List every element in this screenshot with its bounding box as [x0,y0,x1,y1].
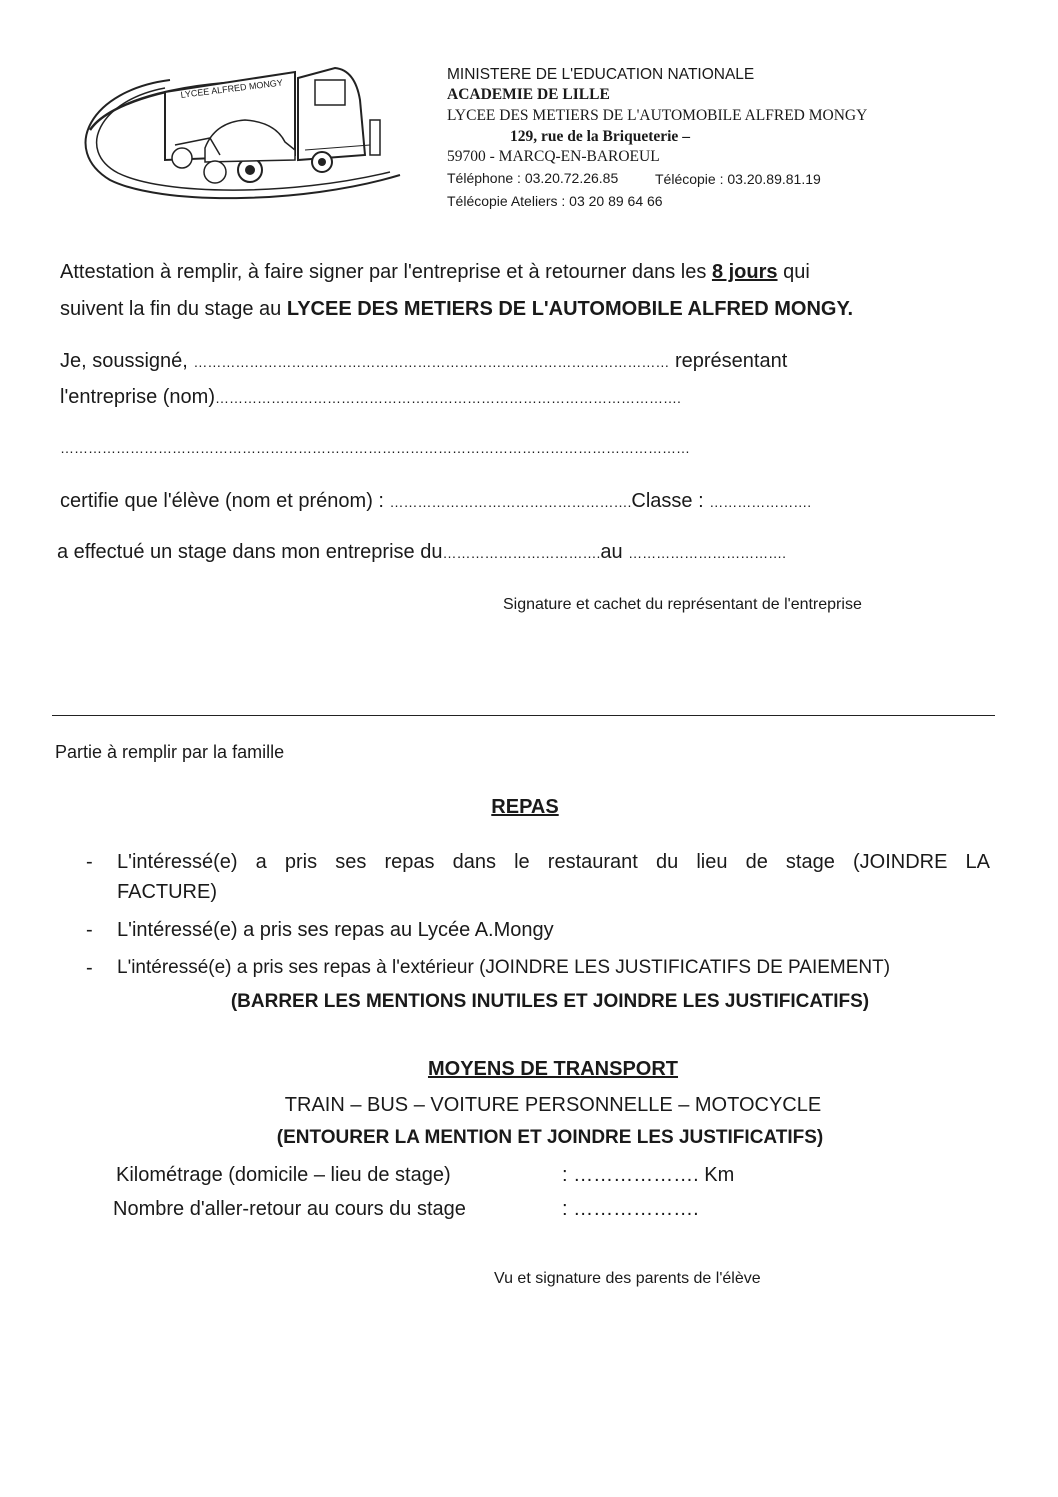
header-fax: Télécopie : 03.20.89.81.19 [655,171,821,187]
entreprise-field[interactable]: ………………………………………………………………………………………. [214,390,681,406]
logo-text: LYCEE ALFRED MONGY [180,77,284,100]
header-workshop-fax: Télécopie Ateliers : 03 20 89 64 66 [447,193,663,209]
transport-note: (ENTOURER LA MENTION ET JOINDRE LES JUSTIFICATIFS) [276,1127,824,1148]
soussigne-field[interactable]: ………………………………………………………………………………………… [193,354,670,370]
section-divider [52,715,995,716]
header-phone: Téléphone : 03.20.72.26.85 [447,170,619,186]
intro-line-2 [60,297,853,321]
intro-text-end: qui [777,261,810,283]
stage-start-field[interactable]: ……………………………. [442,545,601,561]
intro-school-name: LYCEE DES METIERS DE L'AUTOMOBILE ALFRED MONGY. [286,298,854,320]
repas-item-2: L'intéressé(e) a pris ses repas au Lycée A.Mongy [117,919,554,941]
intro-text-2: suivent la fin du stage au [60,298,287,320]
school-logo [70,60,430,210]
intro-text: Attestation à remplir, à faire signer par l'entreprise et à retourner dans les [60,261,712,283]
km-label: Kilométrage (domicile – lieu de stage) [116,1164,451,1186]
repas-dash-1: - [86,851,93,873]
intro-line-1 [60,260,810,284]
transport-options: TRAIN – BUS – VOITURE PERSONNELLE – MOTOCYCLE [284,1094,822,1116]
soussigne-row [60,349,1000,374]
signature-parents: Vu et signature des parents de l'élève [494,1270,761,1287]
trips-field[interactable]: : ………………. [562,1198,699,1220]
km-field[interactable]: : ………………. Km [562,1164,735,1186]
header-school: LYCEE DES METIERS DE L'AUTOMOBILE ALFRED MONGY [447,107,868,124]
intro-deadline: 8 jours [711,261,778,283]
classe-field[interactable]: …………………. [709,494,812,510]
classe-label: Classe : [631,490,710,512]
family-heading: Partie à remplir par la famille [55,742,285,762]
blank-line-field[interactable]: ……………………………………………………………………………………………………………………… [60,440,690,456]
entreprise-label: l'entreprise (nom) [60,386,215,408]
eleve-field[interactable]: ……………………………………………. [389,494,632,510]
transport-title: MOYENS DE TRANSPORT [427,1058,679,1080]
trips-label: Nombre d'aller-retour au cours du stage [113,1198,466,1220]
representant-label: représentant [669,350,788,372]
header-ministry: MINISTERE DE L'EDUCATION NATIONALE [447,66,755,83]
header-city: 59700 - MARCQ-EN-BAROEUL [447,148,660,165]
stage-au-label: au [600,541,629,563]
eleve-label: certifie que l'élève (nom et prénom) : [60,490,390,512]
header-academy: ACADEMIE DE LILLE [447,86,610,103]
repas-title: REPAS [491,796,559,818]
repas-note: (BARRER LES MENTIONS INUTILES ET JOINDRE LES JUSTIFICATIFS) [230,991,870,1012]
repas-item-1-text: L'intéressé(e) a pris ses repas dans le restaurant du lieu de stage (JOINDRE LA [117,851,990,873]
signature-entreprise: Signature et cachet du représentant de l'entreprise [503,596,862,613]
stage-label: a effectué un stage dans mon entreprise du [57,541,443,563]
eleve-row [60,489,1000,514]
entreprise-row [60,385,890,410]
soussigne-label: Je, soussigné, [60,350,194,372]
repas-item-1 [117,850,990,874]
stage-end-field[interactable]: ……………………………. [628,545,787,561]
header-street: 129, rue de la Briqueterie – [510,128,690,145]
repas-item-1-cont: FACTURE) [117,881,217,903]
repas-item-3: L'intéressé(e) a pris ses repas à l'extérieur (JOINDRE LES JUSTIFICATIFS DE PAIEMENT) [117,957,891,978]
repas-dash-2: - [86,919,93,941]
stage-row [57,540,997,565]
repas-dash-3: - [86,957,93,979]
